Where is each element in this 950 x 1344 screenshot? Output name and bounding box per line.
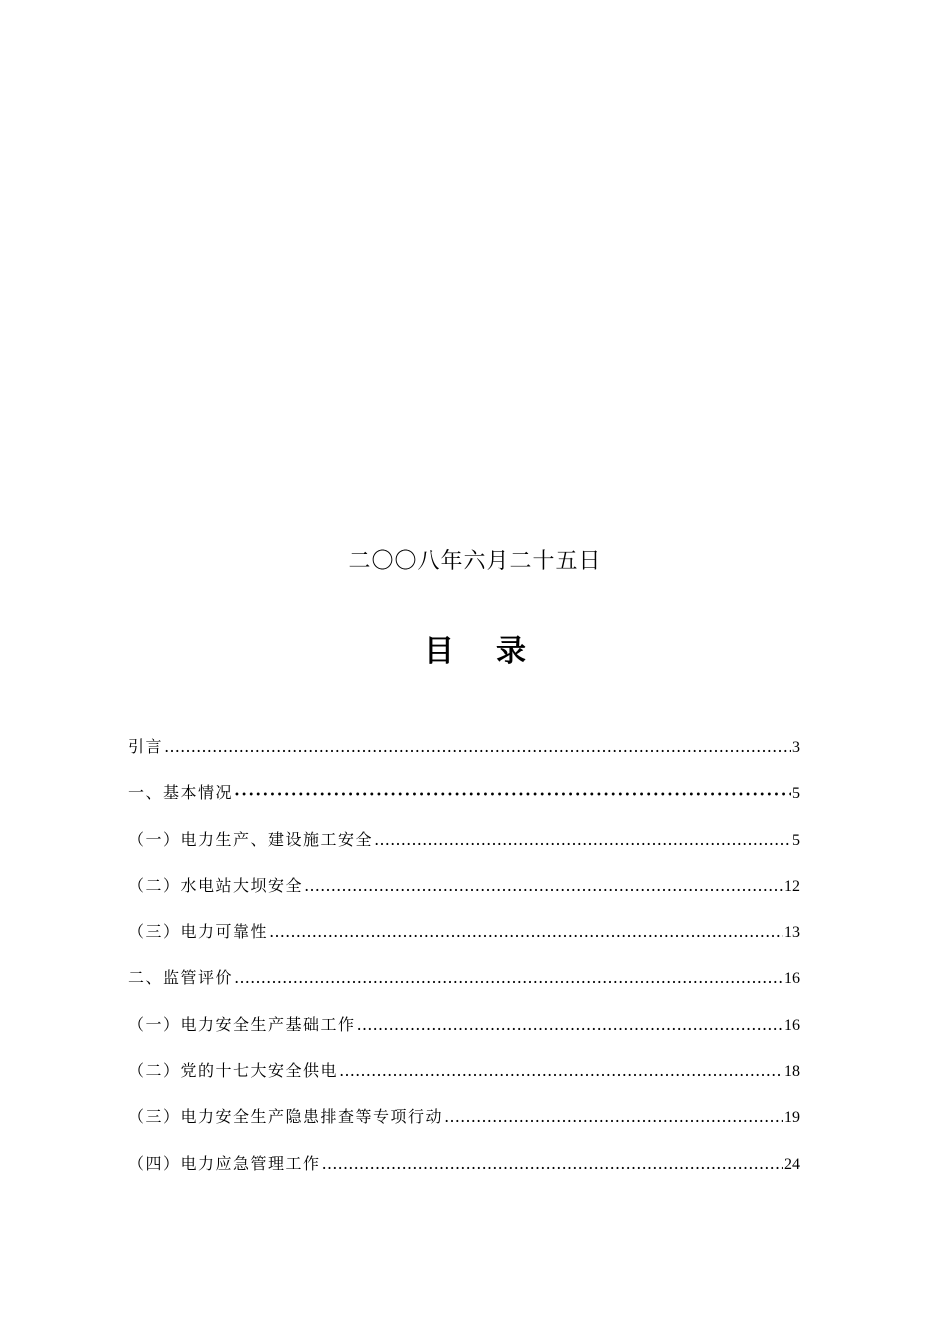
toc-entry-regulatory-evaluation[interactable] bbox=[128, 966, 800, 1012]
toc-page-number: 18 bbox=[784, 1063, 800, 1081]
toc-page-number: 3 bbox=[792, 739, 800, 756]
toc-entry-emergency-management[interactable] bbox=[128, 1152, 800, 1198]
table-of-contents bbox=[128, 735, 800, 1198]
toc-entry-basic-situation[interactable] bbox=[128, 781, 800, 827]
toc-entry-intro[interactable] bbox=[128, 735, 800, 781]
toc-leader-dots bbox=[357, 1013, 783, 1037]
toc-leader-dots bbox=[269, 920, 783, 944]
toc-entry-congress-power-supply[interactable] bbox=[128, 1059, 800, 1105]
toc-entry-production-safety[interactable] bbox=[128, 828, 800, 874]
document-date: 二〇〇八年六月二十五日 bbox=[348, 549, 602, 574]
toc-page-number: 24 bbox=[784, 1155, 800, 1173]
toc-entry-label: （一）电力生产、建设施工安全 bbox=[128, 829, 374, 849]
toc-title bbox=[0, 630, 950, 674]
toc-title-char-2: 录 bbox=[496, 634, 526, 669]
toc-entry-label: （三）电力可靠性 bbox=[128, 922, 269, 942]
toc-entry-dam-safety[interactable] bbox=[128, 874, 800, 920]
toc-entry-label: （二）水电站大坝安全 bbox=[128, 875, 304, 895]
toc-leader-dots bbox=[374, 828, 791, 852]
toc-entry-label: （四）电力应急管理工作 bbox=[128, 1153, 321, 1173]
toc-entry-reliability[interactable] bbox=[128, 920, 800, 966]
toc-page-number: 16 bbox=[784, 970, 800, 988]
toc-entry-label: （三）电力安全生产隐患排查等专项行动 bbox=[128, 1107, 444, 1127]
toc-entry-label: 一、基本情况 bbox=[128, 783, 234, 803]
toc-page-number: 16 bbox=[784, 1016, 800, 1034]
toc-leader-dots bbox=[444, 1105, 783, 1129]
toc-leader-dots bbox=[304, 874, 783, 898]
toc-entry-label: 引言 bbox=[128, 737, 164, 756]
toc-leader-dots bbox=[339, 1059, 783, 1083]
toc-entry-label: （二）党的十七大安全供电 bbox=[128, 1061, 339, 1081]
toc-leader-dots bbox=[164, 735, 791, 759]
toc-leader-dots bbox=[234, 966, 783, 990]
toc-title-char-1: 目 bbox=[424, 634, 454, 669]
toc-page-number: 5 bbox=[792, 831, 800, 849]
toc-page-number: 19 bbox=[784, 1109, 800, 1127]
toc-leader-dots bbox=[322, 1152, 783, 1176]
toc-entry-label: （一）电力安全生产基础工作 bbox=[128, 1014, 356, 1034]
toc-page-number: 12 bbox=[784, 877, 800, 895]
toc-entry-hazard-inspection[interactable] bbox=[128, 1105, 800, 1151]
toc-page-number: 5 bbox=[792, 785, 800, 803]
toc-entry-label: 二、监管评价 bbox=[128, 968, 234, 988]
toc-page-number: 13 bbox=[784, 924, 800, 942]
toc-leader-dots bbox=[234, 781, 791, 808]
toc-entry-safety-foundation[interactable] bbox=[128, 1013, 800, 1059]
